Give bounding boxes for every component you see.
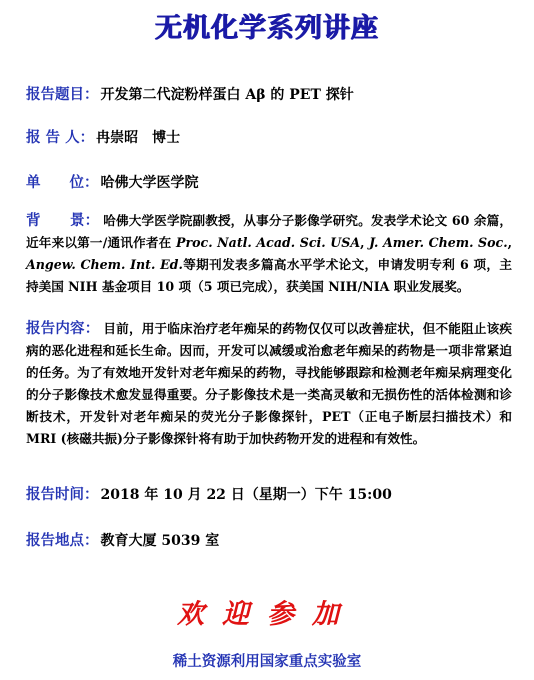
- time-row: [26, 484, 516, 507]
- speaker-row: [26, 127, 516, 150]
- unit-label: 单 位：: [26, 175, 99, 191]
- topic-value: 开发第二代淀粉样蛋白 Aβ 的 PET 探针: [100, 87, 354, 103]
- content-text: 目前，用于临床治疗老年痴呆的药物仅仅可以改善症状，但不能阻止该疾病的恶化进程和延长生命。因而，开发可以减缓或治愈老年痴呆的药物是一项非常紧迫的任务。为了有效地开发针对老年痴呆的药物，寻找能够跟踪和检测老年痴呆病理变化的分子影像技术愈发显得重要。分子影像技术是一类高灵敏和无损伤性的活体检测和诊断技术，开发针对老年痴呆的荧光分子影像探针，PET（正电子断层扫描技术）和 MRI (核磁共振)分子影像探针将有助于加快药物开发的进程和有效性。: [26, 321, 513, 446]
- content-section: [26, 318, 512, 450]
- background-sep-2: ,: [507, 235, 512, 250]
- journal-pnas: Proc. Natl. Acad. Sci. USA: [176, 235, 361, 250]
- background-section: [26, 210, 512, 298]
- page-title: 无机化学系列讲座: [155, 13, 379, 44]
- background-text-a: 哈佛大学医学院副教授，从事分子影像学研究。发表学术论文 60 余篇，近年来以第一/通讯作者在: [26, 213, 512, 250]
- time-value: 2018 年 10 月 22 日（星期一）下午 15:00: [100, 487, 392, 503]
- place-row: [26, 530, 516, 553]
- journal-jacs: J. Amer. Chem. Soc.: [369, 235, 508, 250]
- time-label: 报告时间：: [26, 487, 99, 503]
- topic-label: 报告题目：: [26, 87, 99, 103]
- content-label: 报告内容：: [26, 321, 100, 337]
- background-label: 背 景：: [26, 213, 100, 229]
- welcome-banner: 欢迎参加: [177, 599, 357, 630]
- speaker-label: 报 告 人：: [26, 130, 95, 146]
- unit-row: [26, 172, 516, 195]
- organizer-footer: 稀土资源利用国家重点实验室: [172, 654, 362, 670]
- unit-value: 哈佛大学医学院: [100, 175, 199, 191]
- speaker-value: 冉崇昭 博士: [96, 130, 181, 146]
- topic-row: [26, 84, 516, 107]
- place-label: 报告地点：: [26, 533, 99, 549]
- background-text-b: 等期刊发表多篇高水平学术论文，申请发明专利 6 项，主持美国 NIH 基金项目 10 项（5 项已完成），获美国 NIH/NIA 职业发展奖。: [26, 257, 512, 294]
- background-sep-1: ,: [360, 235, 370, 250]
- journal-angew: Angew. Chem. Int. Ed.: [26, 257, 183, 272]
- place-value: 教育大厦 5039 室: [100, 533, 220, 549]
